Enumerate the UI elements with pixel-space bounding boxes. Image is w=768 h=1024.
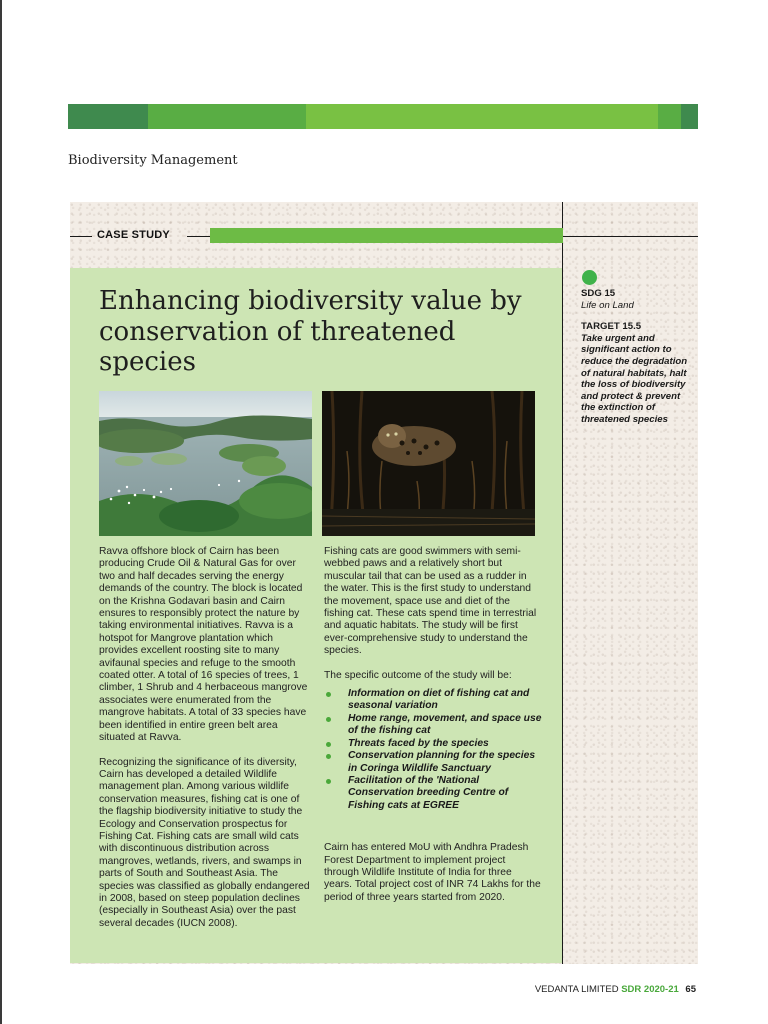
page-footer [535, 984, 696, 995]
article-title: Enhancing biodiversity value by conservation of threatened species [99, 286, 522, 377]
list-item: Information on diet of fishing cat and seasonal variation [324, 688, 542, 713]
rule-line [187, 236, 210, 237]
rule-line [563, 236, 698, 237]
footer-report: SDR 2020-21 [621, 984, 679, 995]
target-label: TARGET 15.5 [581, 321, 642, 333]
target-text: Take urgent and significant action to reduce the degradation of natural habitats, halt the loss of biodiversity and protect & prevent the extinction of threatened species [581, 332, 688, 425]
article-left-column [99, 546, 313, 942]
bullet-icon [326, 754, 331, 759]
paragraph: Ravva offshore block of Cairn has been producing Crude Oil & Natural Gas for over two and half decades serving the energy demands of the country. The block is located on the Krishna Godavari basin and Cairn ensures to responsibly protect the nature by taking environmental initiatives. Ravva is a hotspot for Mangrove plantation which provides excellent roosting site to many avifaunal species and refuge to the smooth coated otter. A total of 16 species of trees, 1 climber, 1 Shrub and 4 herbaceous mangrove associates were enumerated from the mangrove habitats. A total of 33 species have been identified in entire green belt area situated at Ravva. [99, 546, 308, 744]
list-item: Home range, movement, and space use of the fishing cat [324, 713, 542, 738]
page-edge [0, 0, 2, 1024]
header-bar-segment [68, 104, 148, 129]
sdg-number: SDG 15 [581, 288, 616, 299]
bullet-icon [326, 692, 331, 697]
list-item: Threats faced by the species [324, 738, 542, 750]
fishing-cat-photo [322, 391, 535, 536]
article-right-column [324, 546, 542, 916]
rule-line [70, 236, 92, 237]
page-number: 65 [685, 984, 696, 995]
sdg-name: Life on Land [581, 299, 634, 311]
header-bar-segment [658, 104, 681, 129]
list-item: Conservation planning for the species in Coringa Wildlife Sanctuary [324, 750, 542, 775]
outcome-intro: The specific outcome of the study will be: [324, 669, 512, 681]
section-title: Biodiversity Management [68, 153, 238, 168]
paragraph: Recognizing the significance of its diversity, Cairn has developed a detailed Wildlife management plan. Among various wildlife conservation measures, fishing cat is one of the flagship biodiversity initiative to study the Ecology and Conservation prospectus for Fishing Cat. Fishing cats are small wild cats with discontinuous distribution across mangroves, wetlands, rivers, and swamps in parts of South and Southeast Asia. The species was classified as globally endangered in 2008, based on steep population declines (especially in Southeast Asia) over the past several decades (IUCN 2008). [99, 756, 310, 929]
case-study-label: CASE STUDY [97, 229, 170, 241]
sdg-dot-icon [582, 270, 597, 285]
bullet-icon [326, 742, 331, 747]
header-bar-segment [148, 104, 306, 129]
header-bar-segment [306, 104, 658, 129]
paragraph: Fishing cats are good swimmers with semi-webbed paws and a relatively short but muscular tail that can be used as a rudder in the water. This is the first study to understand the movement, space use and diet of the fishing cat. These cats spend time in terrestrial and aquatic habitats. The study will be first ever-comprehensive study to understand the species. [324, 546, 537, 657]
paragraph: Cairn has entered MoU with Andhra Pradesh Forest Department to implement project through Wildlife Institute of India for three years. Total project cost of INR 74 Lakhs for the period of three years started from 2020. [324, 842, 541, 903]
header-color-bar [68, 104, 698, 129]
header-bar-segment [681, 104, 698, 129]
column-divider [562, 202, 563, 964]
footer-company: VEDANTA LIMITED [534, 984, 619, 995]
sdg-sidebar [581, 288, 693, 426]
bullet-icon [326, 717, 331, 722]
outcomes-list [324, 688, 542, 812]
list-item: Facilitation of the 'National Conservation breeding Centre of Fishing cats at EGREE [324, 775, 542, 812]
case-study-accent-bar [210, 228, 563, 243]
bullet-icon [326, 779, 331, 784]
mangrove-wetland-photo [99, 391, 312, 536]
